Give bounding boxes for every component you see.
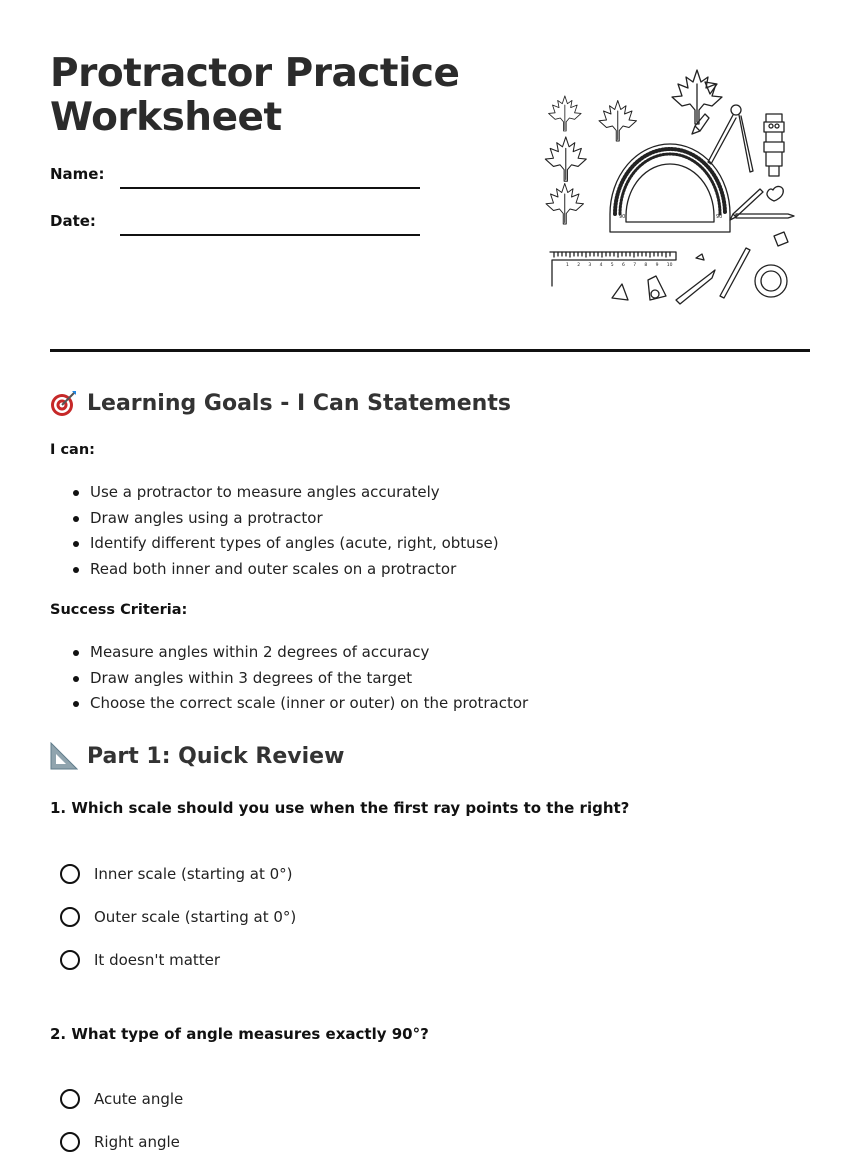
header-divider [50,349,810,352]
maple-leaf-icon [546,184,584,225]
learning-goals-title: Learning Goals - I Can Statements [87,390,511,416]
ruler-icon [550,252,676,286]
eraser-icon [774,232,788,246]
protractor-icon [610,144,730,232]
list-item: Identify different types of angles (acute, right, obtuse) [50,531,499,557]
radio-button[interactable] [60,907,80,927]
ring-icon [761,271,781,291]
success-criteria-list [50,640,528,717]
ruler-number: 1 [566,263,569,268]
option-label: Acute angle [94,1090,184,1108]
title-line-1: Protractor Practice [50,51,460,96]
circle-icon [651,290,659,298]
option-label: Outer scale (starting at 0°) [94,908,297,926]
learning-goals-heading [50,389,511,417]
q1-option-inner-scale[interactable] [60,864,293,884]
i-can-list [50,480,499,582]
set-square-icon [648,276,666,300]
q2-option-right[interactable] [60,1132,180,1152]
list-item: Read both inner and outer scales on a protractor [50,557,499,583]
svg-text:90: 90 [716,214,723,220]
radio-button[interactable] [60,1089,80,1109]
triangle-icon [696,254,704,260]
ruler-number: 4 [599,263,603,268]
pencil-icon [720,248,750,298]
name-label: Name: [50,165,105,183]
radio-button[interactable] [60,950,80,970]
date-field[interactable] [120,234,420,236]
svg-text:90: 90 [619,214,626,220]
radio-button[interactable] [60,1132,80,1152]
q1-option-doesnt-matter[interactable] [60,950,220,970]
radio-button[interactable] [60,864,80,884]
q2-option-acute[interactable] [60,1089,183,1109]
list-item: Draw angles using a protractor [50,506,499,532]
ruler-number: 8 [644,263,648,268]
triangular-ruler-icon [50,742,78,770]
name-field[interactable] [120,187,420,189]
protractor-tools-illustration [540,64,800,309]
pencil-icon [736,214,794,218]
q1-option-outer-scale[interactable] [60,907,296,927]
list-item: Measure angles within 2 degrees of accuracy [50,640,528,666]
question-2: 2. What type of angle measures exactly 90°? [50,1025,429,1043]
ruler-number: 6 [622,263,625,268]
option-label: It doesn't matter [94,951,221,969]
ring-icon [755,265,787,297]
ruler-number: 3 [588,263,592,268]
pencil-icon [730,189,763,220]
ruler-number: 10 [666,263,673,268]
option-label: Inner scale (starting at 0°) [94,865,293,883]
list-item: Use a protractor to measure angles accurately [50,480,499,506]
maple-leaf-icon [599,101,637,142]
part1-heading [50,742,344,770]
part1-title: Part 1: Quick Review [87,743,345,769]
worksheet-title [50,52,460,140]
ruler-number: 7 [633,263,637,268]
target-icon [50,389,78,417]
option-label: Right angle [94,1133,180,1151]
pencil-icon [676,270,715,304]
ruler-number: 9 [655,263,659,268]
triangle-icon [612,284,628,300]
maple-leaf-icon [545,137,586,181]
totem-icon [764,114,784,176]
ruler-number: 5 [610,263,614,268]
date-label: Date: [50,212,96,230]
heart-icon [767,186,783,201]
compass-icon [708,105,753,172]
list-item: Choose the correct scale (inner or outer) on the protractor [50,691,528,717]
success-criteria-label: Success Criteria: [50,602,188,618]
title-line-2: Worksheet [50,95,282,140]
maple-leaf-icon [549,96,582,131]
ruler-number: 2 [577,263,581,268]
list-item: Draw angles within 3 degrees of the target [50,666,528,692]
maple-leaf-icon [672,70,722,124]
question-1: 1. Which scale should you use when the first ray points to the right? [50,799,630,817]
i-can-label: I can: [50,442,95,458]
